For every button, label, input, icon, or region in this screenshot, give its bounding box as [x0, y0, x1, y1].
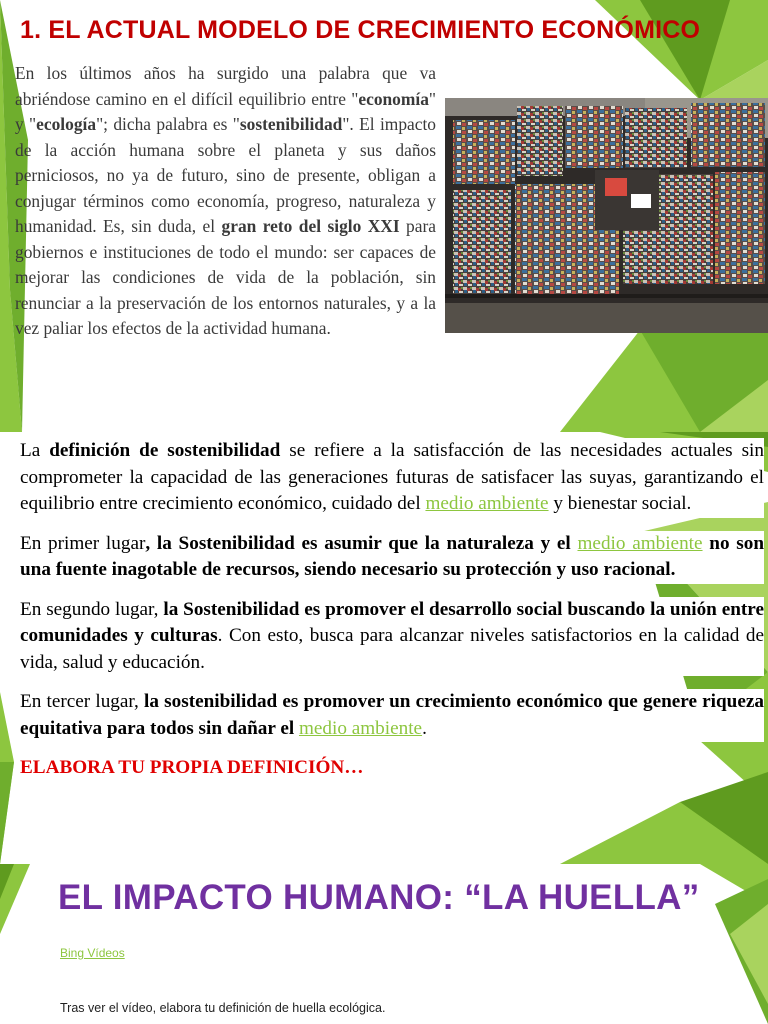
definition-paragraph: La definición de sostenibilidad se refiere a la satisfacción de las necesidades actuales sin comprometer la capacidad de las generaciones futuras de satisfacer las suyas, garantizando el equilibrio entre crecimiento económico, cuidado del medio ambiente y bienestar social. [20, 438, 764, 518]
medio-ambiente-link[interactable]: medio ambiente [577, 532, 703, 554]
instruction-text: Tras ver el vídeo, elabora tu definición de huella ecológica. [60, 1001, 386, 1015]
slide-2 [0, 432, 768, 864]
first-point-paragraph: En primer lugar, la Sostenibilidad es asumir que la naturaleza y el medio ambiente no son una fuente inagotable de recursos, siendo necesario su protección y uso racional. [20, 531, 764, 584]
slide-3 [0, 864, 768, 1024]
definitions-content [20, 438, 764, 795]
second-point-paragraph: En segundo lugar, la Sostenibilidad es promover el desarrollo social buscando la unión entre comunidades y culturas. Con esto, busca para alcanzar niveles satisfactorios en la calidad de vida, salud y educación. [20, 597, 764, 677]
slide-title: 1. EL ACTUAL MODELO DE CRECIMIENTO ECONÓMICO [20, 16, 701, 44]
third-point-paragraph: En tercer lugar, la sostenibilidad es promover un crecimiento económico que genere riqueza equitativa para todos sin dañar el medio ambiente. [20, 689, 764, 742]
medio-ambiente-link[interactable]: medio ambiente [425, 493, 549, 514]
call-to-action: ELABORA TU PROPIA DEFINICIÓN… [20, 757, 364, 778]
intro-paragraph: En los últimos años ha surgido una palabra que va abriéndose camino en el difícil equilibrio entre "economía" y "ecología"; dicha palabra es "sostenibilidad". El impacto de la acción humana sobre el planeta y sus daños perniciosos, no ya de futuro, sino de presente, obligan a conjugar términos como economía, progreso, naturaleza y humanidad. Es, sin duda, el gran reto del siglo XXI para gobiernos e instituciones de todo el mundo: ser capaces de mejorar las condiciones de vida de la población, sin renunciar a la preservación de los entornos naturales, y a la vez paliar los efectos de la actividad humana. [15, 63, 436, 338]
medio-ambiente-link[interactable]: medio ambiente [298, 717, 423, 739]
section-title: EL IMPACTO HUMANO: “LA HUELLA” [58, 878, 700, 917]
recycling-bales-photo [445, 98, 768, 333]
bing-videos-link[interactable]: Bing Vídeos [60, 946, 125, 960]
slide-1 [0, 0, 768, 432]
